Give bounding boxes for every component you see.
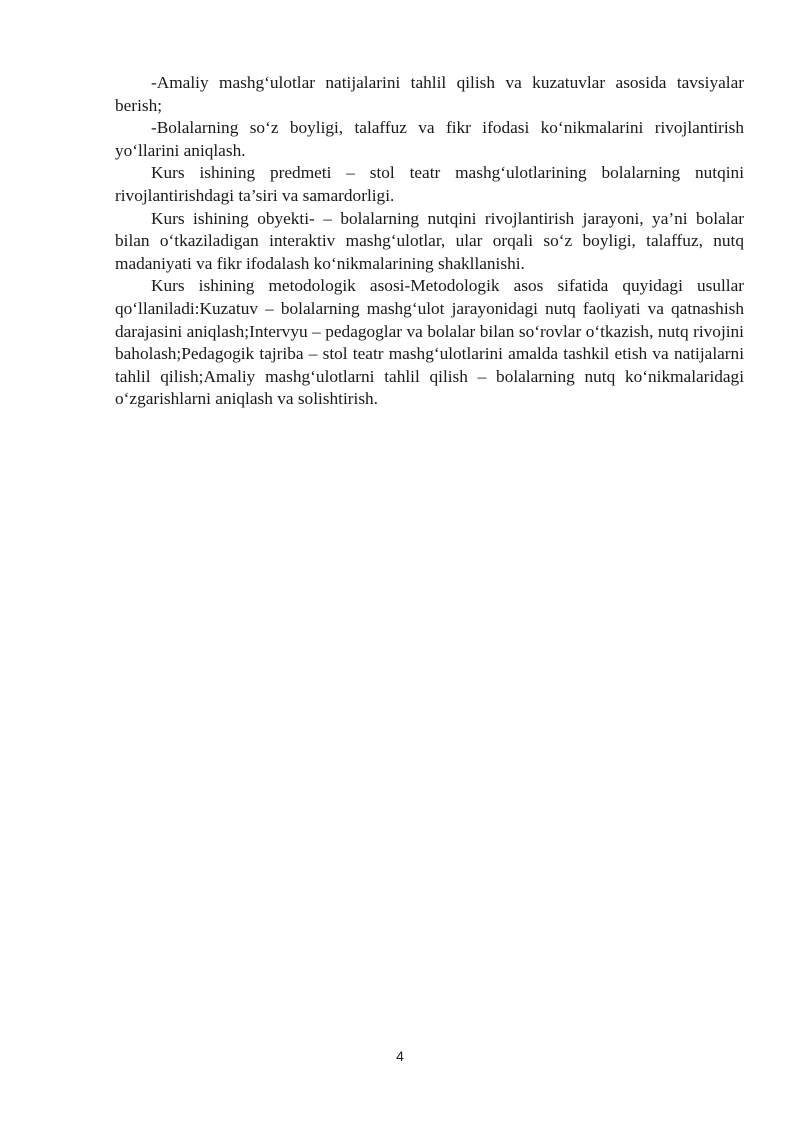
paragraph-speech-skills: -Bolalarning so‘z boyligi, talaffuz va fikr ifodasi ko‘nikmalarini rivojlantirish yo‘llarini aniqlash. [115,118,744,160]
paragraph-methodology: Kurs ishining metodologik asosi-Metodologik asos sifatida quyidagi usullar qo‘llaniladi:Kuzatuv – bolalarning mashg‘ulot jarayonidagi nutq faoliyati va qatnashish darajasini aniqlash;Intervyu – pedagoglar va bolalar bilan so‘rovlar o‘tkazish, nutq rivojini baholash;Pedagogik tajriba – stol teatr mashg‘ulotlarini amalda tashkil etish va natijalarni tahlil qilish;Amaliy mashg‘ulotlarni tahlil qilish – bolalarning nutq ko‘nikmalaridagi o‘zgarishlarni aniqlash va solishtirish. [115,276,744,409]
paragraph-object: Kurs ishining obyekti- – bolalarning nutqini rivojlantirish jarayoni, ya’ni bolalar bilan o‘tkaziladigan interaktiv mashg‘ulotlar, ular orqali so‘z boyligi, talaffuz, nutq madaniyati va fikr ifodalash ko‘nikmalarining shakllanishi. [115,208,744,273]
paragraph-recommendations: -Amaliy mashg‘ulotlar natijalarini tahlil qilish va kuzatuvlar asosida tavsiyalar berish; [115,73,744,115]
body-text [115,72,744,411]
paragraph-subject: Kurs ishining predmeti – stol teatr mashg‘ulotlarining bolalarning nutqini rivojlantirishdagi ta’siri va samardorligi. [115,163,744,205]
page-number: 4 [396,1048,404,1064]
